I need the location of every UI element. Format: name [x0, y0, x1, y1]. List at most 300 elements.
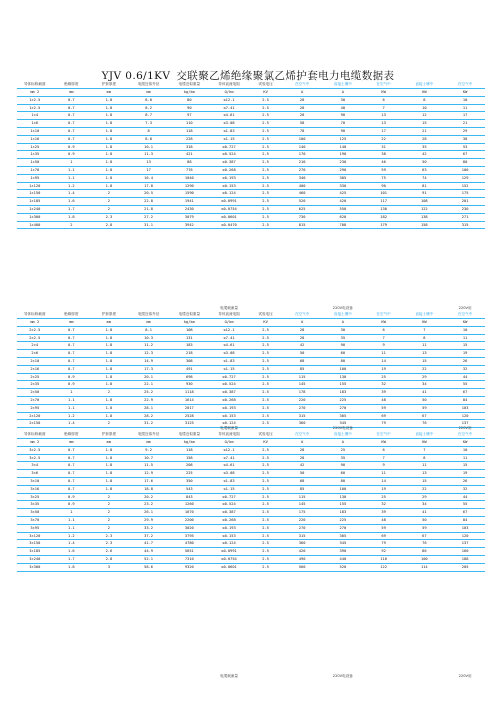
- table-row: [17, 112, 485, 120]
- table-cell: 7: [403, 326, 445, 334]
- table-cell: 2.5: [249, 524, 282, 532]
- table-cell: 2: [90, 516, 128, 524]
- table-cell: 140: [322, 143, 364, 151]
- table-cell: ≤0.193: [209, 174, 249, 182]
- table-cell: 1.8: [90, 412, 128, 420]
- table-cell: 220: [282, 396, 322, 404]
- table-cell: 21: [403, 127, 445, 135]
- table-cell: 55: [445, 501, 485, 509]
- table-cell: 100: [322, 365, 364, 373]
- table-cell: 270: [322, 404, 364, 412]
- table-cell: 11: [445, 104, 485, 112]
- table-cell: 0.9: [53, 493, 91, 501]
- data-table-three-core: [17, 425, 485, 572]
- table-cell: 2.5: [249, 454, 282, 462]
- table-cell: 78: [282, 127, 322, 135]
- table-cell: 9320: [169, 563, 209, 571]
- table-cell: ≤0.727: [209, 493, 249, 501]
- table-cell: 84: [445, 396, 485, 404]
- table-cell: 0.7: [53, 112, 91, 120]
- table-cell: 131: [169, 334, 209, 342]
- table-cell: 2.5: [249, 446, 282, 454]
- table-cell: 183: [322, 389, 364, 397]
- unit-cell: A: [282, 319, 322, 327]
- table-cell: 2.5: [249, 159, 282, 167]
- table-cell: 2.5: [249, 350, 282, 358]
- table-row: [17, 96, 485, 104]
- table-cell: 32: [364, 501, 404, 509]
- table-cell: 70: [322, 120, 364, 128]
- table-row: [17, 548, 485, 556]
- table-cell: 1×2.5: [17, 96, 53, 104]
- table-cell: [169, 673, 209, 679]
- unit-cell: A: [322, 439, 364, 447]
- table-cell: [403, 673, 445, 679]
- table-cell: 5651: [169, 548, 209, 556]
- table-cell: 0.7: [53, 365, 91, 373]
- table-cell: 6: [364, 326, 404, 334]
- table-cell: 101: [364, 190, 404, 198]
- table-cell: [17, 673, 53, 679]
- table-cell: 33.2: [128, 524, 170, 532]
- table-cell: 20.1: [128, 373, 170, 381]
- table-cell: 67: [445, 389, 485, 397]
- table-cell: 44: [445, 373, 485, 381]
- table-cell: 625: [282, 205, 322, 213]
- table-cell: 1×35: [17, 151, 53, 159]
- table-cell: 440: [322, 555, 364, 563]
- table-cell: 1040: [169, 174, 209, 182]
- table-row: [17, 373, 485, 381]
- table-cell: 2: [90, 198, 128, 206]
- table-cell: 1×185: [17, 198, 53, 206]
- table-cell: 48: [364, 396, 404, 404]
- table-cell: 1.8: [53, 213, 91, 221]
- table-cell: 315: [282, 412, 322, 420]
- table-cell: 220V用: [458, 674, 472, 678]
- table-cell: 32: [445, 485, 485, 493]
- table-cell: 80: [445, 159, 485, 167]
- table-cell: 2×95: [17, 404, 53, 412]
- table-cell: 2.5: [249, 166, 282, 174]
- table-cell: 2.5: [249, 381, 282, 389]
- table-cell: 1.8: [90, 143, 128, 151]
- table-cell: ≤0.0601: [209, 563, 249, 571]
- table-cell: ≤1.15: [209, 365, 249, 373]
- table-cell: 79: [364, 540, 404, 548]
- table-cell: 15: [445, 342, 485, 350]
- unit-cell: KV: [249, 89, 282, 97]
- table-cell: 8.2: [128, 104, 170, 112]
- column-header: 在空气中: [364, 81, 404, 89]
- unit-cell: A: [282, 89, 322, 97]
- table-cell: 1.8: [90, 326, 128, 334]
- table-cell: 560: [282, 563, 322, 571]
- table-cell: 360: [282, 540, 322, 548]
- table-row: [17, 381, 485, 389]
- table-cell: 22.8: [128, 198, 170, 206]
- column-header: 电缆近似外径: [128, 81, 170, 89]
- table-cell: 10.1: [128, 143, 170, 151]
- table-cell: 1.1: [53, 516, 91, 524]
- table-row: [17, 524, 485, 532]
- table-cell: 315: [445, 221, 485, 229]
- table-cell: 电缆载流量: [220, 306, 238, 310]
- table-cell: 38: [445, 135, 485, 143]
- table-row: [17, 540, 485, 548]
- table-cell: 3×150: [17, 540, 53, 548]
- table-cell: 10: [403, 104, 445, 112]
- table-cell: 3×10: [17, 477, 53, 485]
- table-cell: 2.5: [249, 516, 282, 524]
- unit-cell: KW: [364, 319, 404, 327]
- column-header: 护套厚度: [90, 431, 128, 439]
- table-cell: 158: [169, 454, 209, 462]
- table-cell: 14: [364, 357, 404, 365]
- table-cell: 11: [445, 334, 485, 342]
- table-cell: 220V电设备: [332, 426, 353, 430]
- table-cell: 1×10: [17, 127, 53, 135]
- table-cell: 44: [445, 493, 485, 501]
- table-cell: 1614: [169, 396, 209, 404]
- table-cell: 22: [364, 135, 404, 143]
- table-row: [17, 221, 485, 229]
- table-cell: 1: [53, 159, 91, 167]
- table-cell: 60: [322, 350, 364, 358]
- table-cell: 11.2: [128, 342, 170, 350]
- table-cell: 27.2: [128, 213, 170, 221]
- table-cell: 0.7: [53, 477, 91, 485]
- unit-cell: mm: [53, 319, 91, 327]
- table-cell: 230: [445, 205, 485, 213]
- column-header: 电缆近似外径: [128, 431, 170, 439]
- table-cell: 2: [90, 205, 128, 213]
- table-cell: 2: [90, 389, 128, 397]
- table-cell: ≤1.15: [209, 485, 249, 493]
- table-cell: 220: [282, 516, 322, 524]
- table-cell: 230: [322, 159, 364, 167]
- unit-cell: mm: [128, 439, 170, 447]
- unit-cell: A: [282, 439, 322, 447]
- table-cell: 2.5: [249, 221, 282, 229]
- table-cell: 28: [403, 135, 445, 143]
- column-header: 在空气中: [364, 431, 404, 439]
- table-cell: ≤0.193: [209, 404, 249, 412]
- table-cell: 1.1: [53, 166, 91, 174]
- table-cell: 220V电设备: [332, 674, 353, 678]
- table-cell: 1.8: [90, 151, 128, 159]
- table-cell: 1.8: [90, 485, 128, 493]
- table-cell: 1.2: [53, 532, 91, 540]
- unit-cell: A: [322, 89, 364, 97]
- table-cell: ≤12.1: [209, 96, 249, 104]
- table-cell: 2.5: [249, 477, 282, 485]
- unit-cell: mm 2: [17, 439, 53, 447]
- table-cell: 0.7: [53, 342, 91, 350]
- table-cell: 2×35: [17, 381, 53, 389]
- table-cell: 53: [445, 143, 485, 151]
- table-cell: 103: [445, 404, 485, 412]
- table-cell: 0.7: [53, 485, 91, 493]
- table-cell: 9: [364, 342, 404, 350]
- table-cell: 35: [322, 334, 364, 342]
- table-cell: 76: [403, 540, 445, 548]
- table-cell: 15: [403, 357, 445, 365]
- table-row: [17, 135, 485, 143]
- table-cell: 1.8: [90, 381, 128, 389]
- table-cell: ≤12.1: [209, 446, 249, 454]
- table-cell: 76: [403, 420, 445, 428]
- table-cell: 350: [169, 477, 209, 485]
- table-cell: 178: [282, 389, 322, 397]
- table-cell: 620: [322, 213, 364, 221]
- table-cell: 3×185: [17, 548, 53, 556]
- table-cell: 0.9: [53, 151, 91, 159]
- table-cell: ≤0.153: [209, 182, 249, 190]
- table-cell: 12.3: [128, 350, 170, 358]
- column-header: 直接土壤中: [322, 81, 364, 89]
- table-cell: 2.5: [249, 412, 282, 420]
- table-cell: 0.9: [53, 501, 91, 509]
- table-cell: 122: [364, 563, 404, 571]
- table-cell: 11: [445, 454, 485, 462]
- table-cell: 3: [90, 563, 128, 571]
- table-cell: ≤4.61: [209, 462, 249, 470]
- column-header: 电缆近似重量: [169, 311, 209, 319]
- table-cell: 3020: [169, 524, 209, 532]
- table-cell: ≤0.268: [209, 166, 249, 174]
- table-cell: 11: [403, 462, 445, 470]
- table-cell: 708: [322, 221, 364, 229]
- table-cell: 50: [403, 159, 445, 167]
- table-cell: 843: [169, 493, 209, 501]
- table-cell: 318: [169, 143, 209, 151]
- table-cell: 2.5: [249, 143, 282, 151]
- table-cell: 8: [403, 96, 445, 104]
- table-cell: 14: [364, 477, 404, 485]
- table-cell: 11: [364, 470, 404, 478]
- table-cell: 2.5: [249, 389, 282, 397]
- unit-cell: kg/km: [169, 319, 209, 327]
- table-cell: ≤3.08: [209, 350, 249, 358]
- table-cell: 40: [322, 104, 364, 112]
- table-cell: 3×2.5: [17, 446, 53, 454]
- table-cell: 2.5: [249, 334, 282, 342]
- table-cell: 2.5: [249, 532, 282, 540]
- table-row: [17, 477, 485, 485]
- table-cell: 270: [322, 524, 364, 532]
- table-cell: 2×120: [17, 412, 53, 420]
- table-cell: 1.8: [90, 174, 128, 182]
- table-cell: 90: [322, 462, 364, 470]
- table-cell: 28: [282, 326, 322, 334]
- table-row: [17, 198, 485, 206]
- table-cell: 28: [282, 96, 322, 104]
- table-cell: 1.8: [90, 135, 128, 143]
- unit-cell: mm 2: [17, 319, 53, 327]
- table-cell: 421: [169, 151, 209, 159]
- column-header-row: [17, 81, 485, 89]
- table-cell: 420: [322, 198, 364, 206]
- table-cell: 1941: [169, 198, 209, 206]
- table-cell: 21.8: [128, 205, 170, 213]
- table-cell: 2.5: [249, 404, 282, 412]
- table-cell: 1.1: [53, 524, 91, 532]
- table-cell: 90: [322, 127, 364, 135]
- table-cell: 84: [445, 516, 485, 524]
- table-cell: 308: [169, 357, 209, 365]
- table-cell: 1×95: [17, 174, 53, 182]
- table-cell: 20.5: [128, 190, 170, 198]
- table-cell: 1×240: [17, 205, 53, 213]
- table-cell: 930: [169, 381, 209, 389]
- table-cell: 271: [445, 213, 485, 221]
- column-header: 直接土壤中: [322, 311, 364, 319]
- column-header: 在空气中: [282, 311, 322, 319]
- table-cell: 2.5: [249, 104, 282, 112]
- table-cell: 179: [364, 221, 404, 229]
- table-cell: [282, 673, 322, 679]
- table-row: [17, 532, 485, 540]
- table-cell: 2.5: [249, 213, 282, 221]
- table-cell: 108: [169, 326, 209, 334]
- table-cell: 120: [445, 412, 485, 420]
- table-cell: 3×120: [17, 532, 53, 540]
- table-cell: 4780: [169, 540, 209, 548]
- table-cell: 8.7: [128, 112, 170, 120]
- table-cell: 2.5: [249, 501, 282, 509]
- table-cell: 22.9: [128, 396, 170, 404]
- table-cell: 1.8: [90, 404, 128, 412]
- column-header: 导体直流电阻: [209, 431, 249, 439]
- table-cell: 290: [322, 166, 364, 174]
- table-cell: ≤3.08: [209, 470, 249, 478]
- table-cell: 7: [364, 334, 404, 342]
- table-cell: 67: [403, 532, 445, 540]
- table-cell: 3942: [169, 221, 209, 229]
- table-cell: 80: [322, 357, 364, 365]
- table-cell: 69: [364, 532, 404, 540]
- table-cell: 1.8: [90, 462, 128, 470]
- table-cell: 11: [403, 342, 445, 350]
- table-row: [17, 342, 485, 350]
- table-cell: 9.2: [128, 446, 170, 454]
- table-cell: 1.4: [53, 540, 91, 548]
- unit-cell: KW: [403, 89, 445, 97]
- table-cell: 137: [445, 420, 485, 428]
- table-cell: 67: [403, 412, 445, 420]
- column-header: 电缆近似重量: [169, 431, 209, 439]
- table-cell: 190: [322, 151, 364, 159]
- table-cell: 1.8: [90, 127, 128, 135]
- table-cell: 7310: [169, 555, 209, 563]
- table-cell: 46: [364, 159, 404, 167]
- table-row: [17, 563, 485, 571]
- table-cell: 3×70: [17, 516, 53, 524]
- table-cell: ≤0.268: [209, 516, 249, 524]
- table-cell: 59: [403, 524, 445, 532]
- table-row: [17, 159, 485, 167]
- table-cell: 28: [282, 446, 322, 454]
- table-cell: 7.3: [128, 120, 170, 128]
- table-cell: 2.5: [249, 127, 282, 135]
- table-cell: 1.7: [53, 555, 91, 563]
- table-cell: 17.3: [128, 365, 170, 373]
- table-cell: 80: [322, 477, 364, 485]
- table-cell: 0.7: [53, 350, 91, 358]
- table-cell: 188: [445, 555, 485, 563]
- table-cell: 0.7: [53, 135, 91, 143]
- table-cell: 17: [364, 127, 404, 135]
- table-cell: 35: [322, 454, 364, 462]
- table-cell: 225: [322, 396, 364, 404]
- table-cell: 8.0: [128, 96, 170, 104]
- table-cell: 1×70: [17, 166, 53, 174]
- table-cell: 815: [282, 221, 322, 229]
- table-row: [17, 350, 485, 358]
- unit-cell: A: [322, 319, 364, 327]
- table-row: [17, 334, 485, 342]
- table-cell: 2×6: [17, 350, 53, 358]
- table-cell: 730: [282, 213, 322, 221]
- table-cell: 305: [322, 174, 364, 182]
- table-cell: 2.5: [249, 174, 282, 182]
- unit-cell: Ω/km: [209, 439, 249, 447]
- table-cell: 90: [364, 182, 404, 190]
- table-title: 交联聚乙烯绝缘聚氯乙烯护套电力电缆数据表: [176, 70, 395, 82]
- table-cell: 125: [322, 135, 364, 143]
- column-header: 电缆近似外径: [128, 311, 170, 319]
- table-cell: 6: [364, 96, 404, 104]
- column-header: 电缆近似重量: [169, 81, 209, 89]
- table-cell: 2.5: [249, 509, 282, 517]
- table-cell: 1×2.5: [17, 104, 53, 112]
- table-cell: 18.8: [128, 485, 170, 493]
- table-cell: 48: [364, 516, 404, 524]
- table-cell: ≤0.268: [209, 396, 249, 404]
- table-cell: 3125: [169, 420, 209, 428]
- table-cell: 25.2: [128, 389, 170, 397]
- table-cell: 19: [445, 470, 485, 478]
- table-cell: 17.6: [128, 477, 170, 485]
- table-cell: ≤0.0754: [209, 205, 249, 213]
- table-cell: 59: [364, 404, 404, 412]
- table-cell: ≤7.41: [209, 334, 249, 342]
- table-cell: 698: [169, 373, 209, 381]
- table-cell: 0.7: [53, 96, 91, 104]
- table-row: [17, 151, 485, 159]
- table-cell: 0.9: [53, 143, 91, 151]
- table-row: [17, 190, 485, 198]
- table-cell: ≤0.153: [209, 532, 249, 540]
- unit-cell: mm: [128, 319, 170, 327]
- table-row: [17, 357, 485, 365]
- table-cell: 52.1: [128, 555, 170, 563]
- unit-cell: mm: [53, 89, 91, 97]
- table-cell: 2.5: [249, 182, 282, 190]
- table-cell: 2: [90, 509, 128, 517]
- group-header-row: [17, 673, 485, 679]
- table-cell: ≤0.0991: [209, 548, 249, 556]
- table-cell: 3×6: [17, 470, 53, 478]
- table-row: [17, 501, 485, 509]
- table-cell: 208: [169, 462, 209, 470]
- unit-cell: Ω/km: [209, 89, 249, 97]
- table-cell: 225: [169, 470, 209, 478]
- table-cell: 11.5: [128, 462, 170, 470]
- table-cell: 8: [403, 334, 445, 342]
- table-cell: ≤0.727: [209, 373, 249, 381]
